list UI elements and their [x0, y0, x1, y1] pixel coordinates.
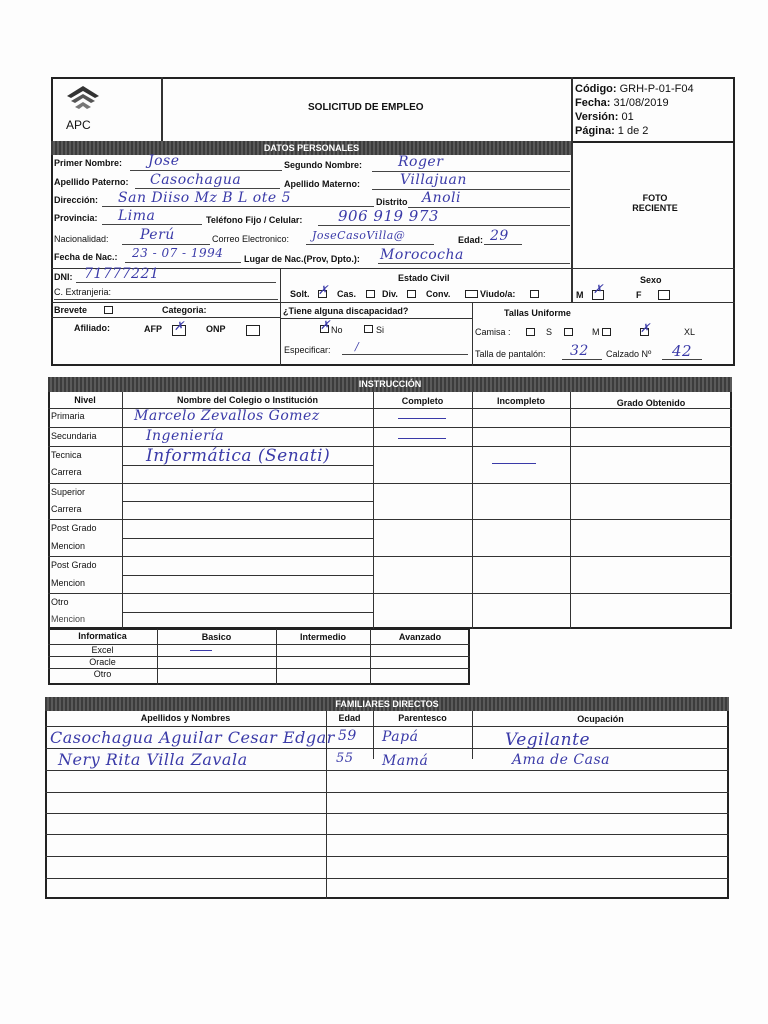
fam-header-ocupacion: Ocupación: [577, 714, 624, 724]
nacionalidad-field[interactable]: [122, 244, 210, 245]
primaria-colegio-value: Marcelo Zevallos Gomez: [134, 408, 320, 424]
instr-row-label: Mencion: [51, 614, 86, 624]
disc-line: [280, 318, 472, 319]
fam-row-line: [45, 770, 729, 771]
provincia-field[interactable]: [102, 224, 202, 225]
fam-row-parentesco: Papá: [382, 729, 419, 745]
disc-no-check-mark: ✗: [320, 318, 331, 332]
logo-text: APC: [66, 118, 91, 132]
fam-header-edad: Edad: [338, 713, 361, 723]
categoria-label: Categoria:: [162, 305, 207, 315]
instr-row-label: Carrera: [51, 504, 82, 514]
instr-header-colegio: Nombre del Colegio o Institución: [176, 395, 318, 405]
onp-checkbox[interactable]: [246, 325, 260, 336]
foto-divider: [571, 141, 573, 268]
conv-label: Conv.: [426, 289, 451, 299]
telefono-value: 906 919 973: [338, 207, 439, 225]
dni-value: 71777221: [84, 266, 160, 282]
afp-check-mark: ✗: [174, 319, 185, 333]
instr-row-line: [122, 612, 373, 613]
correo-value: JoseCasoVilla@: [312, 229, 406, 242]
instr-row-line: [48, 519, 732, 520]
onp-label: ONP: [206, 324, 226, 334]
camisa-ss-checkbox[interactable]: [564, 328, 573, 336]
instr-header-grado: Grado Obtenido: [616, 398, 686, 408]
doc-meta: Código: GRH-P-01-F04 Fecha: 31/08/2019 Versión: 01 Página: 1 de 2: [575, 83, 694, 137]
conv-checkbox[interactable]: [465, 290, 478, 298]
brevete-label: Brevete: [54, 305, 88, 315]
fam-row-line: [45, 748, 729, 749]
brevete-divider: [51, 302, 735, 303]
tecnica-value: Informática (Senati): [146, 446, 331, 466]
apc-logo-icon: [63, 86, 103, 118]
segundo-nombre-label: Segundo Nombre:: [284, 160, 362, 170]
disc-si-label: Si: [376, 325, 385, 335]
brevete-checkbox[interactable]: [104, 306, 113, 314]
discapacidad-label: ¿Tiene alguna discapacidad?: [283, 306, 409, 316]
cas-label: Cas.: [337, 289, 357, 299]
sexo-m-label: M: [576, 290, 584, 300]
pantalon-field[interactable]: [562, 359, 602, 360]
header-divider: [161, 77, 163, 143]
fam-row-line: [45, 813, 729, 814]
datos-personales-bar: DATOS PERSONALES: [51, 141, 572, 155]
fam-row-line: [45, 878, 729, 879]
instr-row-line: [122, 575, 373, 576]
direccion-value: San Diiso Mz B L ote 5: [118, 190, 291, 206]
disc-no-label: No: [331, 325, 343, 335]
instr-row-label: Mencion: [51, 541, 86, 551]
viudo-checkbox[interactable]: [530, 290, 539, 298]
disc-divider: [280, 302, 281, 366]
instr-header-incompleto: Incompleto: [496, 396, 545, 406]
excel-basico-mark: [190, 650, 212, 651]
instr-row-label: Mencion: [51, 578, 86, 588]
lugar-nac-label: Lugar de Nac.(Prov, Dpto.):: [244, 254, 360, 264]
camisa-l-check-mark: ✗: [640, 321, 651, 335]
secundaria-completo-mark: [398, 438, 446, 439]
info-row-label: Otro: [93, 669, 112, 679]
apellido-materno-field[interactable]: [372, 189, 570, 190]
info-header: Intermedio: [299, 632, 346, 642]
instr-row-label: Post Grado: [51, 560, 97, 570]
instr-row-line: [122, 501, 373, 502]
sexo-f-label: F: [636, 290, 642, 300]
direccion-field[interactable]: [102, 206, 374, 207]
calzado-value: 42: [672, 342, 693, 360]
brevete-line: [51, 317, 280, 318]
fam-row-edad: 59: [338, 728, 357, 744]
foto-label: FOTO RECIENTE: [632, 193, 678, 213]
apellido-materno-value: Villajuan: [400, 172, 467, 188]
instr-row-label: Primaria: [51, 411, 85, 421]
instr-row-label: Secundaria: [51, 431, 97, 441]
fam-row-ocupacion: Vegilante: [505, 730, 591, 750]
info-header: Informatica: [78, 631, 127, 641]
fam-row-line: [45, 792, 729, 793]
instruccion-bar: INSTRUCCIÓN: [48, 377, 732, 392]
calzado-label: Calzado Nº: [606, 349, 652, 359]
primer-nombre-field[interactable]: [130, 170, 282, 171]
fam-row-edad: 55: [336, 751, 354, 766]
fam-header-parentesco: Parentesco: [398, 713, 447, 723]
edad-label: Edad:: [458, 235, 484, 245]
distrito-label: Distrito: [376, 197, 408, 207]
nacionalidad-value: Perú: [140, 227, 175, 243]
solt-label: Solt.: [290, 289, 310, 299]
instr-row-line: [122, 538, 373, 539]
fam-row-nombre: Casochagua Aguilar Cesar Edgar: [50, 728, 335, 747]
edad-field[interactable]: [484, 244, 522, 245]
primaria-completo-mark: [398, 418, 446, 419]
provincia-value: Lima: [118, 208, 156, 224]
telefono-label: Teléfono Fijo / Celular:: [206, 215, 303, 225]
camisa-label: Camisa :: [475, 327, 511, 337]
cas-checkbox[interactable]: [366, 290, 375, 298]
lugar-nac-value: Morococha: [380, 247, 464, 263]
provincia-label: Provincia:: [54, 213, 98, 223]
instr-header-nivel: Nivel: [74, 395, 96, 405]
correo-field[interactable]: [306, 244, 434, 245]
div-label: Div.: [382, 289, 398, 299]
viudo-label: Viudo/a:: [480, 289, 516, 299]
camisa-xl-label: XL: [684, 327, 696, 337]
distrito-value: Anoli: [422, 190, 462, 206]
primer-nombre-label: Primer Nombre:: [54, 158, 123, 168]
solt-check-mark: ✗: [318, 283, 329, 297]
fecha-nac-label: Fecha de Nac.:: [54, 252, 118, 262]
camisa-m-checkbox[interactable]: [602, 328, 611, 336]
fam-row-ocupacion: Ama de Casa: [512, 752, 610, 768]
instr-row-line: [48, 556, 732, 557]
pantalon-value: 32: [570, 343, 589, 359]
apellido-paterno-label: Apellido Paterno:: [54, 177, 129, 187]
fam-row-line: [45, 856, 729, 857]
camisa-s-checkbox[interactable]: [526, 328, 535, 336]
disc-si-checkbox[interactable]: [364, 325, 373, 333]
camisa-s-label: S: [546, 327, 553, 337]
instr-header-completo: Completo: [401, 396, 444, 406]
apellido-paterno-value: Casochagua: [150, 172, 242, 188]
instr-row-label: Carrera: [51, 467, 82, 477]
instr-row-line: [48, 483, 732, 484]
apellido-materno-label: Apellido Materno:: [284, 179, 360, 189]
afp-label: AFP: [144, 324, 162, 334]
fam-row-line: [45, 834, 729, 835]
tallas-label: Tallas Uniforme: [504, 308, 571, 318]
tallas-divider: [472, 302, 473, 366]
form-title: SOLICITUD DE EMPLEO: [308, 102, 424, 113]
segundo-nombre-value: Roger: [398, 154, 444, 170]
extranjeria-field[interactable]: [54, 299, 278, 300]
lugar-nac-field[interactable]: [378, 263, 570, 264]
especificar-label: Especificar:: [284, 345, 331, 355]
fam-row-nombre: Nery Rita Villa Zavala: [58, 750, 248, 769]
fam-row-parentesco: Mamá: [382, 753, 429, 769]
pantalon-label: Talla de pantalón:: [475, 349, 546, 359]
header-divider: [571, 77, 573, 143]
extranjeria-label: C. Extranjeria:: [54, 287, 112, 297]
fam-row-line: [45, 726, 729, 727]
estado-civil-label: Estado Civil: [398, 273, 450, 283]
dni-field[interactable]: [76, 282, 276, 283]
instr-row-line: [48, 593, 732, 594]
sexo-label: Sexo: [640, 275, 662, 285]
correo-label: Correo Electronico:: [212, 234, 290, 244]
especificar-value: /: [355, 340, 360, 353]
info-header: Basico: [201, 632, 232, 642]
direccion-label: Dirección:: [54, 195, 99, 205]
info-row-label: Oracle: [89, 657, 116, 667]
especificar-field[interactable]: [342, 354, 468, 355]
info-header: Avanzado: [398, 632, 442, 642]
div-checkbox[interactable]: [407, 290, 416, 298]
instr-row-label: Post Grado: [51, 523, 97, 533]
sexo-m-check-mark: ✗: [593, 282, 604, 296]
apellido-paterno-field[interactable]: [135, 188, 280, 189]
instr-row-label: Tecnica: [51, 450, 82, 460]
edad-value: 29: [490, 228, 509, 244]
familiares-bar: FAMILIARES DIRECTOS: [45, 697, 729, 711]
nacionalidad-label: Nacionalidad:: [54, 234, 109, 244]
primer-nombre-value: Jose: [148, 153, 180, 169]
instr-row-label: Otro: [51, 597, 69, 607]
instr-row-label: Superior: [51, 487, 86, 497]
telefono-field[interactable]: [318, 225, 570, 226]
fam-header-nombres: Apellidos y Nombres: [140, 713, 231, 723]
dni-label: DNI:: [54, 272, 73, 282]
camisa-m-label: M: [592, 327, 600, 337]
estado-divider: [571, 268, 573, 302]
info-row-label: Excel: [91, 645, 114, 655]
sexo-f-checkbox[interactable]: [658, 290, 670, 300]
dni-divider: [280, 268, 281, 302]
tecnica-incompleto-mark: [492, 463, 536, 464]
fecha-nac-field[interactable]: [125, 262, 241, 263]
fecha-nac-value: 23 - 07 - 1994: [132, 246, 224, 260]
secundaria-value: Ingeniería: [146, 428, 225, 444]
afiliado-label: Afiliado:: [74, 323, 110, 333]
